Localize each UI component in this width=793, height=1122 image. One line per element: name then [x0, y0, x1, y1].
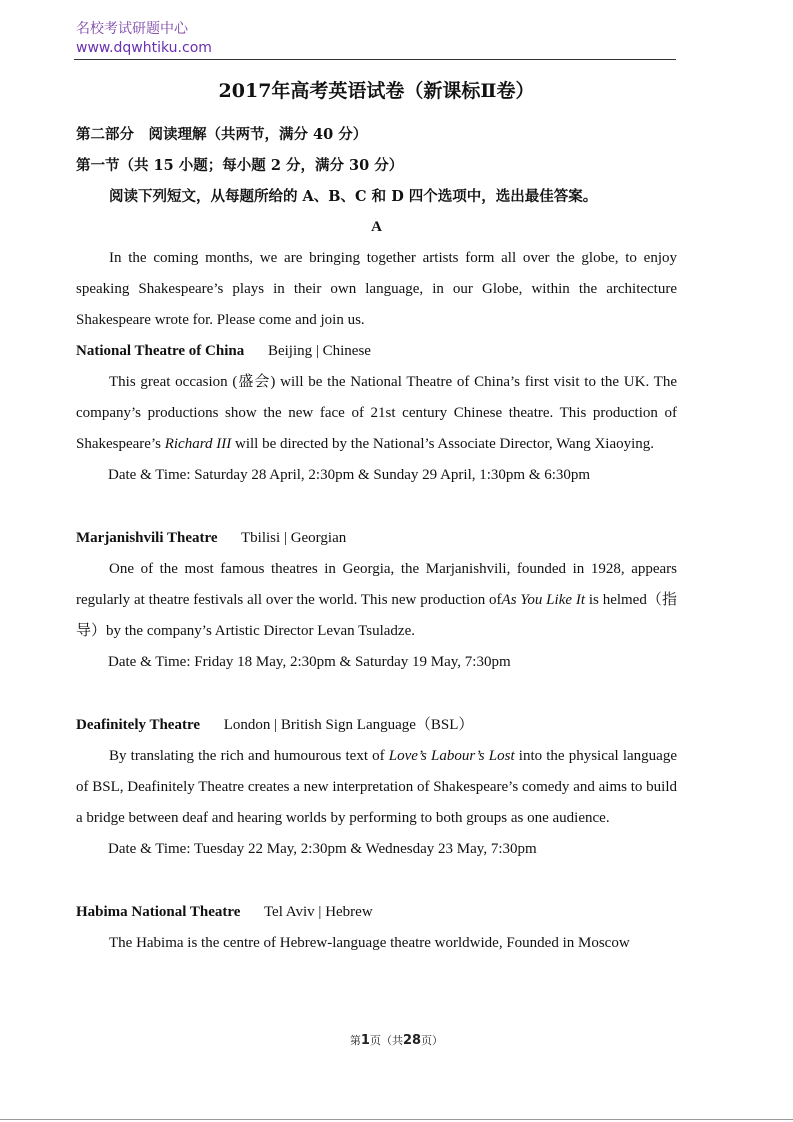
section-heading: 第一节（共 15 小题；每小题 2 分，满分 30 分） [76, 157, 404, 174]
theatre-description [76, 741, 677, 834]
desc-text: By translating the rich and humourous text of [109, 748, 389, 764]
site-url[interactable]: www.dqwhtiku.com [76, 40, 212, 56]
theatre-description [76, 928, 677, 959]
page-number: 1 [360, 1033, 370, 1048]
document-body [76, 76, 677, 959]
play-title: Love’s Labour’s Lost [388, 748, 515, 764]
footer-middle: 页（共 [369, 1034, 403, 1047]
theatre-location: Tbilisi | Georgian [241, 530, 347, 546]
desc-text: The Habima is the centre of Hebrew-language theatre worldwide, Founded in Moscow [109, 935, 630, 951]
theatre-description [76, 367, 677, 460]
theatre-heading [76, 336, 677, 367]
theatre-name: Marjanishvili Theatre [76, 530, 218, 546]
theatre-heading [76, 897, 677, 928]
play-title: Richard III [164, 436, 232, 452]
page-footer [0, 1032, 793, 1048]
footer-prefix: 第 [349, 1034, 361, 1047]
play-title: As You Like It [501, 592, 586, 608]
theatre-heading [76, 710, 677, 741]
theatre-location: Beijing | Chinese [267, 343, 371, 359]
document-title: 2017年高考英语试卷（新课标Ⅱ卷） [218, 80, 535, 102]
page-total: 28 [402, 1033, 422, 1048]
theatre-datetime: Date & Time: Tuesday 22 May, 2:30pm & Wednesday 23 May, 7:30pm [108, 841, 537, 857]
theatre-name: National Theatre of China [76, 343, 245, 359]
instruction: 阅读下列短文，从每题所给的 A、B、C 和 D 四个选项中，选出最佳答案。 [109, 188, 598, 205]
part-heading: 第二部分 阅读理解（共两节，满分 40 分） [76, 126, 368, 143]
page-bottom-rule [0, 1119, 793, 1120]
site-name: 名校考试研题中心 [76, 21, 188, 37]
footer-suffix: 页） [421, 1034, 444, 1047]
desc-text: is helmed（指导）by the company’s Artistic Director Levan Tsuladze. [76, 592, 678, 639]
desc-text: will be directed by the National’s Associate Director, Wang Xiaoying. [231, 436, 655, 452]
theatre-datetime: Date & Time: Saturday 28 April, 2:30pm & Sunday 29 April, 1:30pm & 6:30pm [108, 467, 591, 483]
header-divider [74, 59, 676, 60]
desc-text: into the physical language of BSL, Deafinitely Theatre creates a new interpretation of Shakespeare’s comedy and aims to build a bridge between deaf and hearing worlds by performing to both groups as one audience. [76, 748, 677, 826]
theatre-heading [76, 523, 677, 554]
theatre-location: Tel Aviv | Hebrew [263, 904, 373, 920]
passage-letter: A [371, 219, 382, 235]
theatre-name: Habima National Theatre [76, 904, 241, 920]
theatre-description [76, 554, 677, 647]
site-header [76, 20, 212, 58]
intro-paragraph: In the coming months, we are bringing together artists form all over the globe, to enjoy speaking Shakespeare’s plays in their own language, in our Globe, within the architecture Shakespeare wrote for. Please come and join us. [76, 250, 677, 328]
theatre-datetime: Date & Time: Friday 18 May, 2:30pm & Saturday 19 May, 7:30pm [108, 654, 511, 670]
desc-text: This great occasion (盛会) will be the National Theatre of China’s first visit to the UK. The company’s productions show the new face of 21st century Chinese theatre. This production of Shakespeare’s [76, 374, 677, 452]
desc-text: One of the most famous theatres in Georgia, the Marjanishvili, founded in 1928, appears regularly at theatre festivals all over the world. This new production of [76, 561, 677, 608]
theatre-name: Deafinitely Theatre [76, 717, 201, 733]
theatre-location: London | British Sign Language（BSL） [223, 717, 474, 733]
